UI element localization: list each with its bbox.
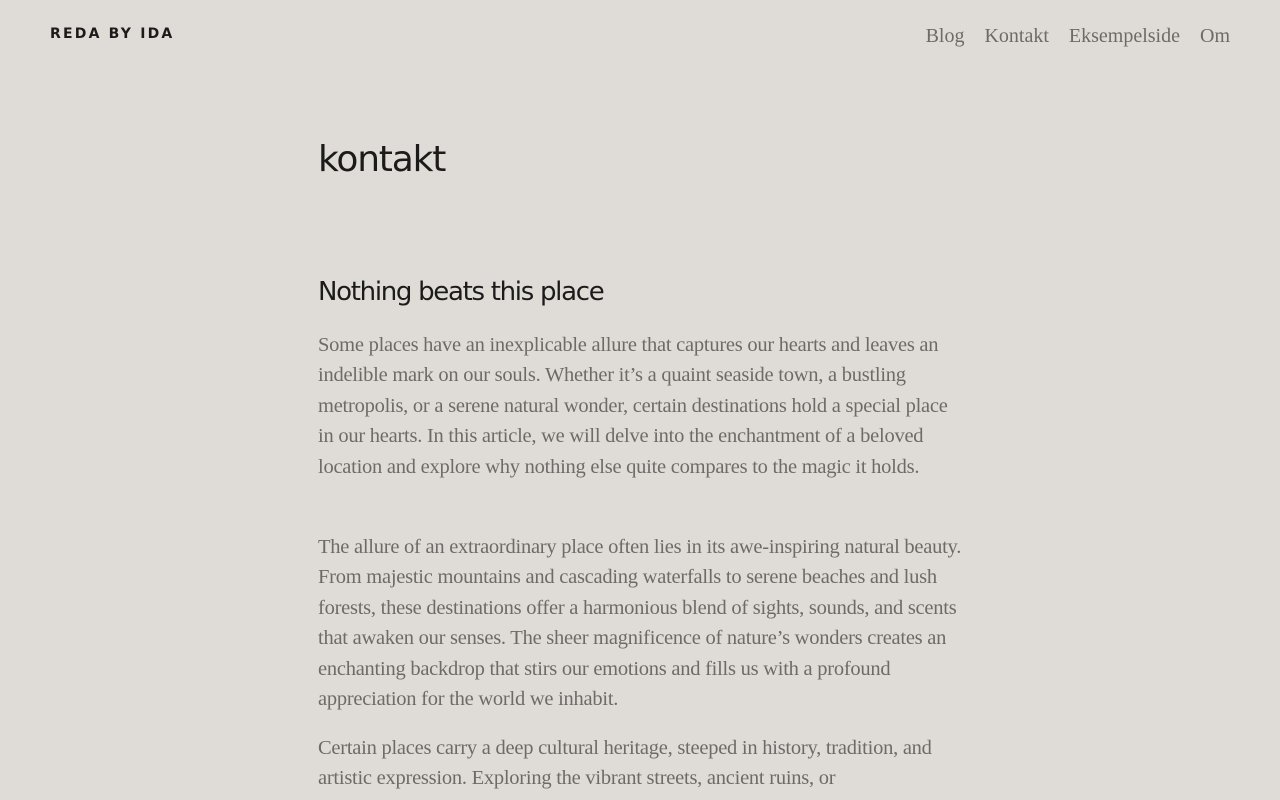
article-heading: Nothing beats this place (318, 277, 604, 307)
nav-item-blog[interactable]: Blog (925, 25, 965, 47)
nav-item-om[interactable]: Om (1200, 25, 1230, 47)
article-paragraph-3: Certain places carry a deep cultural heritage, steeped in history, tradition, and artistic expression. Exploring the vibrant streets, ancient ruins, or (318, 737, 932, 790)
page-title: kontakt (318, 139, 446, 180)
article-paragraph-2: The allure of an extraordinary place often lies in its awe-inspiring natural beauty. From majestic mountains and cascading waterfalls to serene beaches and lush forests, these destinations offer a harmonious blend of sights, sounds, and scents that awaken our senses. The sheer magnificence of nature’s wonders creates an enchanting backdrop that stirs our emotions and fills us with a profound appreciation for the world we inhabit. (318, 536, 962, 711)
nav-item-eksempelside[interactable]: Eksempelside (1068, 25, 1180, 47)
site-title-link[interactable]: REDA BY IDA (50, 26, 175, 42)
article-paragraph-1: Some places have an inexplicable allure that captures our hearts and leaves an indelible mark on our souls. Whether it’s a quaint seaside town, a bustling metropolis, or a serene natural wonder, certain destinations hold a special place in our hearts. In this article, we will delve into the enchantment of a beloved location and explore why nothing else quite compares to the magic it holds. (318, 334, 948, 478)
main-nav (926, 22, 1230, 50)
nav-item-kontakt[interactable]: Kontakt (984, 25, 1049, 47)
site-header (0, 0, 1280, 72)
